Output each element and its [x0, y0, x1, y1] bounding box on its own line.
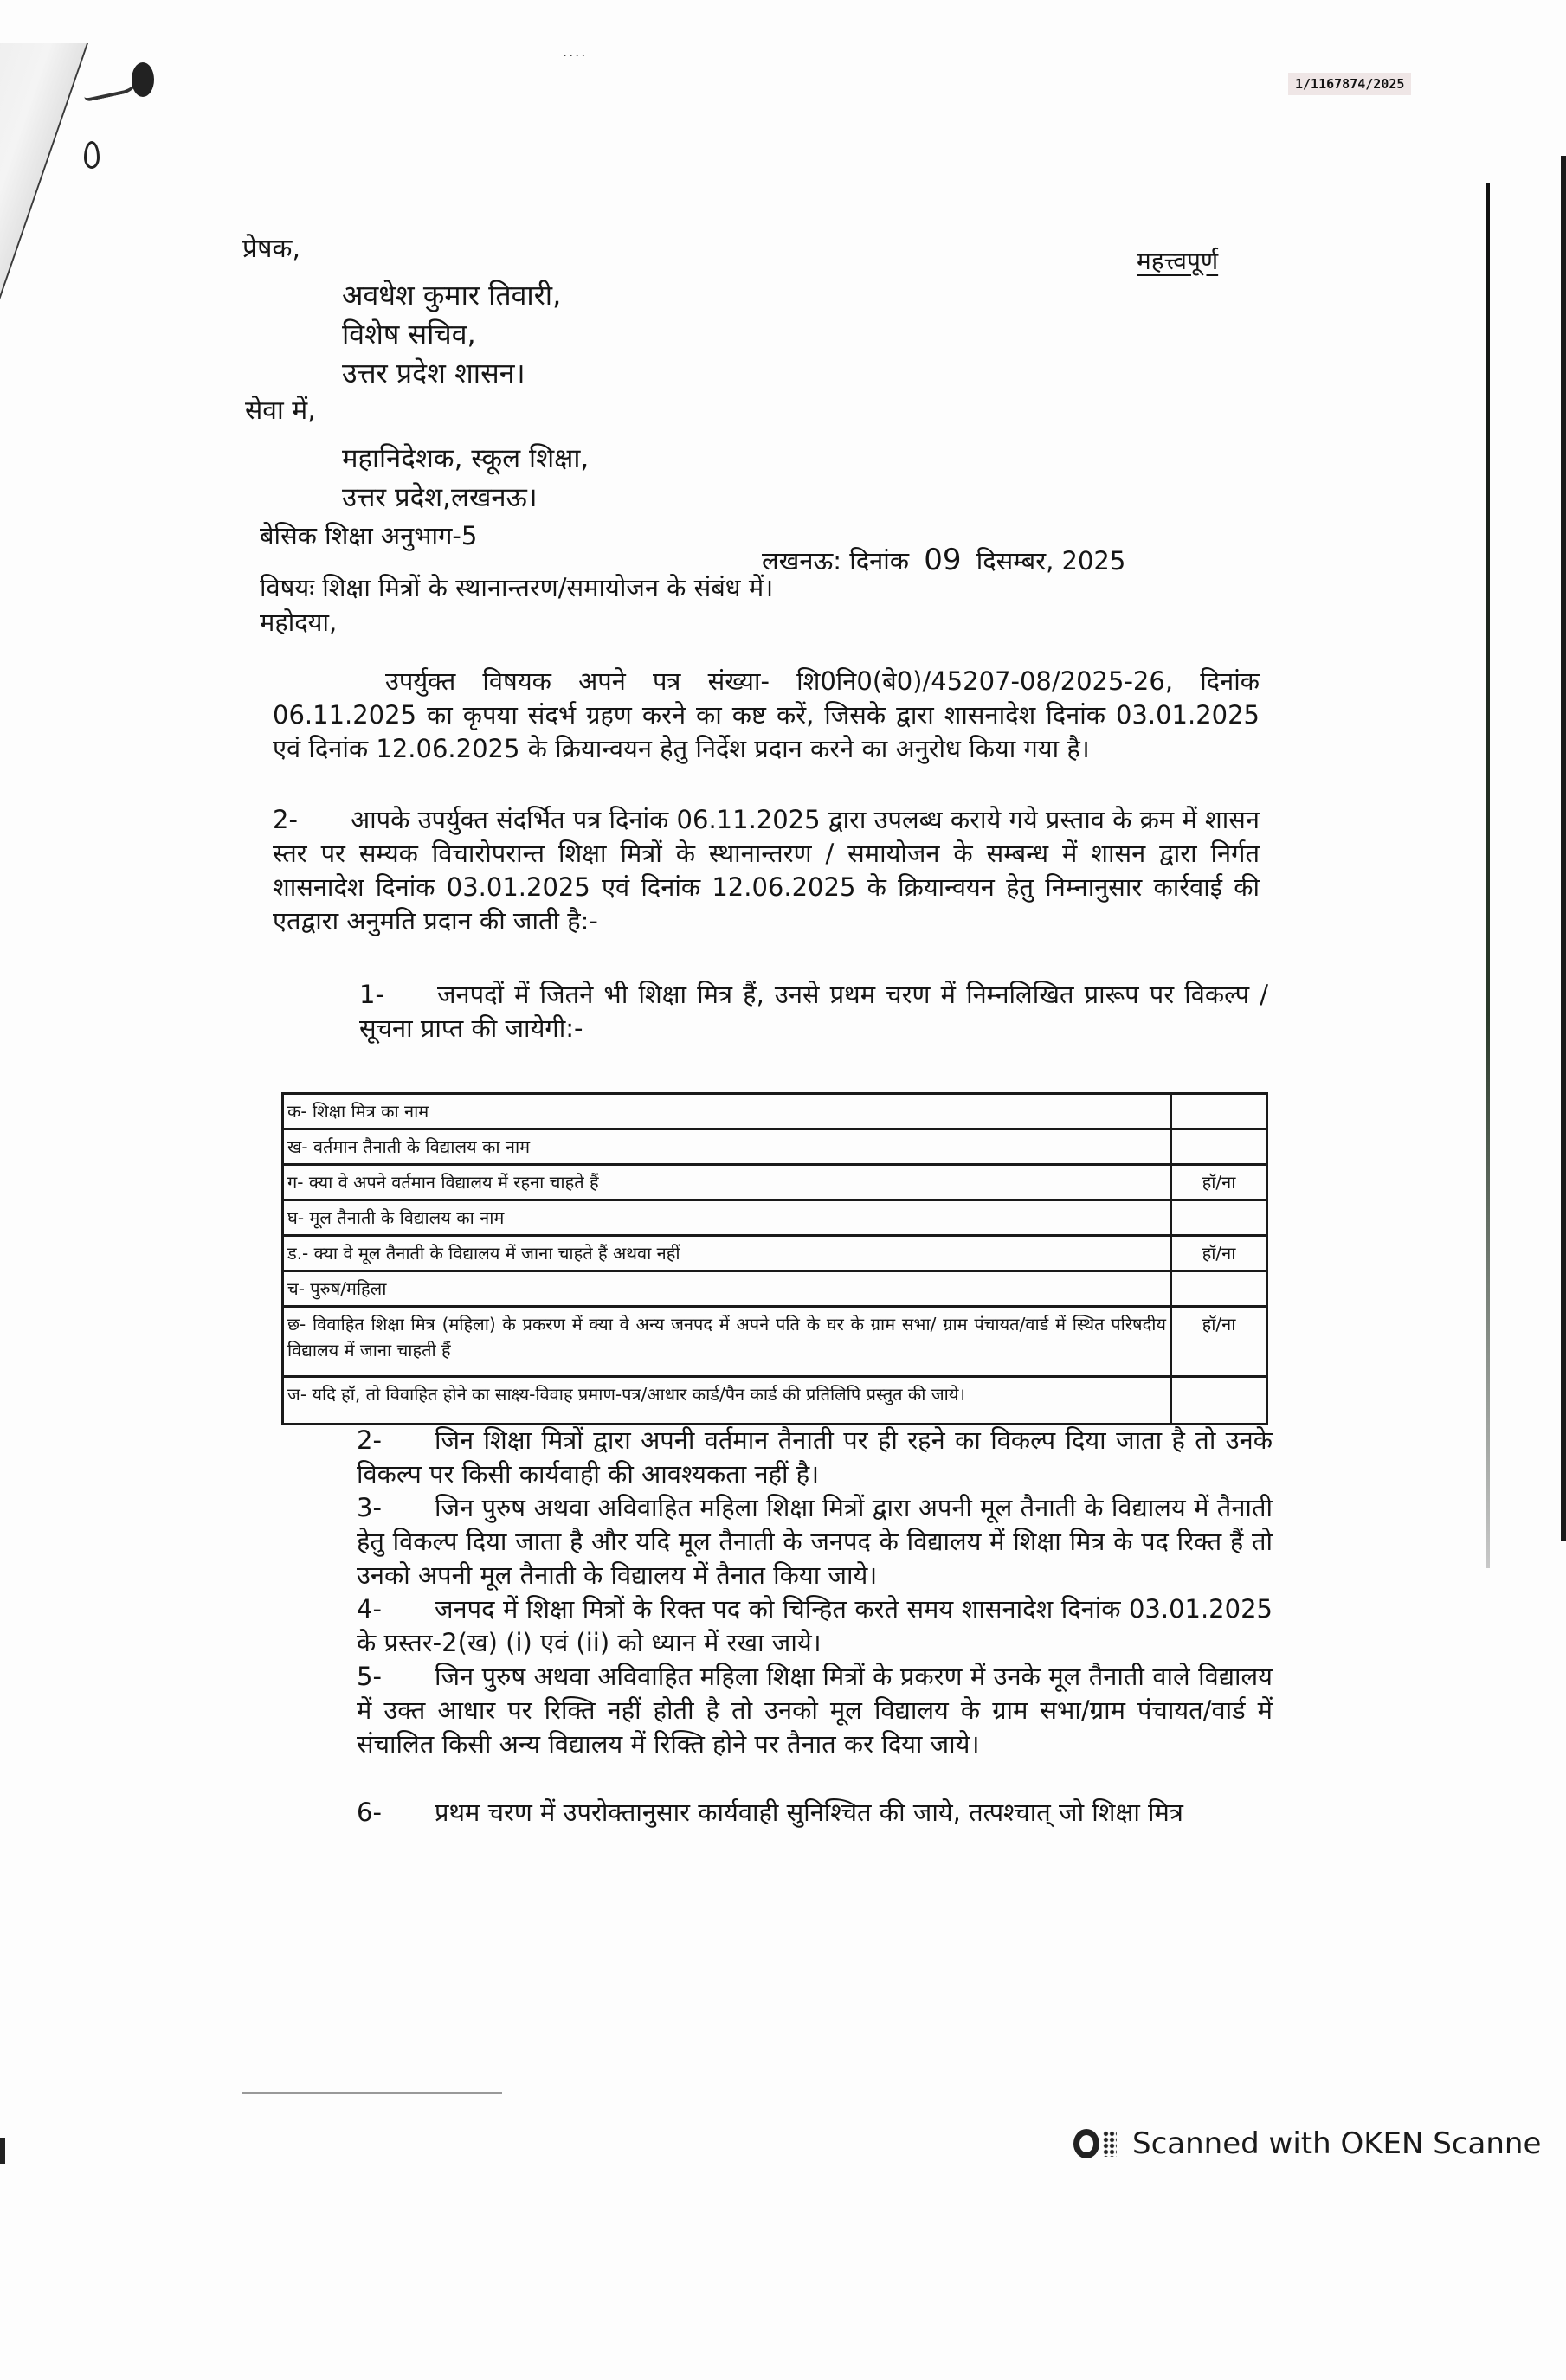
- sender-label: प्रेषक,: [242, 234, 300, 264]
- point-2: [357, 1424, 1273, 1491]
- paragraph-2-number: 2-: [273, 805, 298, 834]
- paragraph-2-text: आपके उपर्युक्त संदर्भित पत्र दिनांक 06.11.2025 द्वारा उपलब्ध कराये गये प्रस्ताव के क्रम में शासन स्तर पर सम्यक विचारोपरान्त शिक्षा मित्रों के स्थानान्तरण / समायोजन के सम्बन्ध में शासन द्वारा निर्गत शासनादेश दिनांक 03.01.2025 एवं दिनांक 12.06.2025 के क्रियान्वयन हेतु निम्नानुसार कार्रवाई की एतद्वारा अनुमति प्रदान की जाती है:-: [273, 805, 1260, 936]
- bottom-divider: [242, 2092, 502, 2094]
- form-field: ड.- क्या वे मूल तैनाती के विद्यालय में जाना चाहते हैं अथवा नहीं: [283, 1236, 1171, 1271]
- form-answer: हॉ/ना: [1171, 1165, 1267, 1200]
- top-marks: ....: [563, 43, 588, 60]
- form-field: ग- क्या वे अपने वर्तमान विद्यालय में रहना चाहते हैं: [283, 1165, 1171, 1200]
- point-6: [357, 1796, 1273, 1830]
- point-1-number: 1-: [359, 980, 384, 1009]
- table-row: [283, 1094, 1267, 1129]
- scanner-text: Scanned with OKEN Scanne: [1132, 2126, 1542, 2161]
- date-day: 09: [924, 543, 962, 577]
- date-month-year: दिसम्बर, 2025: [976, 546, 1126, 576]
- point-6-text: प्रथम चरण में उपरोक्तानुसार कार्यवाही सुनिश्चित की जाये, तत्पश्चात् जो शिक्षा मित्र: [435, 1798, 1183, 1827]
- form-answer: [1171, 1377, 1267, 1425]
- edge-mark: [0, 2138, 5, 2164]
- point-3-number: 3-: [357, 1493, 382, 1522]
- point-3: [357, 1491, 1273, 1592]
- point-4: [357, 1592, 1273, 1660]
- paragraph-2: [273, 803, 1260, 938]
- table-row: [283, 1165, 1267, 1200]
- point-2-text: जिन शिक्षा मित्रों द्वारा अपनी वर्तमान तैनाती पर ही रहने का विकल्प दिया जाता है तो उनके विकल्प पर किसी कार्यवाही की आवश्यकता नहीं है।: [357, 1425, 1273, 1489]
- salutation: महोदया,: [260, 608, 338, 637]
- scanner-watermark: [1073, 2126, 1541, 2161]
- oken-scanner-logo-icon: [1073, 2129, 1099, 2158]
- table-row: [283, 1236, 1267, 1271]
- point-6-number: 6-: [357, 1798, 382, 1827]
- table-row: [283, 1377, 1267, 1425]
- section-name: बेसिक शिक्षा अनुभाग-5: [260, 521, 478, 550]
- form-answer: [1171, 1200, 1267, 1236]
- form-answer: हॉ/ना: [1171, 1307, 1267, 1377]
- form-field: ज- यदि हॉ, तो विवाहित होने का साक्ष्य-विवाह प्रमाण-पत्र/आधार कार्ड/पैन कार्ड की प्रतिलिपि प्रस्तुत की जाये।: [283, 1377, 1171, 1425]
- point-1: [359, 978, 1268, 1045]
- point-2-number: 2-: [357, 1425, 382, 1455]
- reference-number: 1/1167874/2025: [1288, 73, 1411, 95]
- form-field: ख- वर्तमान तैनाती के विद्यालय का नाम: [283, 1129, 1171, 1165]
- form-field: छ- विवाहित शिक्षा मित्र (महिला) के प्रकरण में क्या वे अन्य जनपद में अपने पति के घर के ग्राम सभा/ ग्राम पंचायत/वार्ड में स्थित परिषदीय विद्यालय में जाना चाहती हैं: [283, 1307, 1171, 1377]
- sender-designation: विशेष सचिव,: [342, 318, 476, 351]
- ink-blot: [132, 62, 154, 97]
- point-4-number: 4-: [357, 1594, 382, 1624]
- point-3-text: जिन पुरुष अथवा अविवाहित महिला शिक्षा मित्रों द्वारा अपनी मूल तैनाती के विद्यालय में तैनाती हेतु विकल्प दिया जाता है और यदि मूल तैनाती के जनपद के विद्यालय में शिक्षा मित्र के पद रिक्त हैं तो उनको अपनी मूल तैनाती के विद्यालय में तैनात किया जाये।: [357, 1493, 1273, 1590]
- point-1-text: जनपदों में जितने भी शिक्षा मित्र हैं, उनसे प्रथम चरण में निम्नलिखित प्रारूप पर विकल्प / सूचना प्राप्त की जायेगी:-: [359, 980, 1268, 1043]
- scanner-dots-icon: [1103, 2131, 1117, 2157]
- point-5-text: जिन पुरुष अथवा अविवाहित महिला शिक्षा मित्रों के प्रकरण में उनके मूल तैनाती वाले विद्यालय में उक्त आधार पर रिक्ति नहीं होती है तो उनको मूल विद्यालय के ग्राम सभा/ग्राम पंचायत/वार्ड में संचालित किसी अन्य विद्यालय में रिक्ति होने पर तैनात कर दिया जाये।: [357, 1662, 1273, 1759]
- sender-office: उत्तर प्रदेश शासन।: [342, 357, 525, 389]
- intro-paragraph: उपर्युक्त विषयक अपने पत्र संख्या- शि0नि0(बे0)/45207-08/2025-26, दिनांक 06.11.2025 का कृपया संदर्भ ग्रहण करने का कष्ट करें, जिसके द्वारा शासनादेश दिनांक 03.01.2025 एवं दिनांक 12.06.2025 के क्रियान्वयन हेतु निर्देश प्रदान करने का अनुरोध किया गया है।: [273, 666, 1260, 763]
- form-answer: [1171, 1094, 1267, 1129]
- table-row: [283, 1307, 1267, 1377]
- importance-label: महत्त्वपूर्ण: [1137, 247, 1219, 275]
- subject-line: विषयः शिक्षा मित्रों के स्थानान्तरण/समायोजन के संबंध में।: [260, 573, 774, 602]
- form-field: क- शिक्षा मित्र का नाम: [283, 1094, 1171, 1129]
- table-row: [283, 1271, 1267, 1307]
- table-row: [283, 1200, 1267, 1236]
- recipient-designation: महानिदेशक, स्कूल शिक्षा,: [342, 443, 590, 474]
- point-5: [357, 1660, 1273, 1761]
- point-4-text: जनपद में शिक्षा मित्रों के रिक्त पद को चिन्हित करते समय शासनादेश दिनांक 03.01.2025 के प्रस्तर-2(ख) (i) एवं (ii) को ध्यान में रखा जाये।: [357, 1594, 1273, 1657]
- table-row: [283, 1129, 1267, 1165]
- margin-rule: [1486, 183, 1490, 1568]
- form-answer: [1171, 1271, 1267, 1307]
- form-field: च- पुरुष/महिला: [283, 1271, 1171, 1307]
- recipient-label: सेवा में,: [245, 396, 316, 426]
- information-form-table: [281, 1092, 1268, 1425]
- ink-drop: [84, 141, 100, 169]
- form-answer: [1171, 1129, 1267, 1165]
- recipient-office: उत्तर प्रदेश,लखनऊ।: [342, 482, 538, 513]
- form-field: घ- मूल तैनाती के विद्यालय का नाम: [283, 1200, 1171, 1236]
- page-fold-shadow: [0, 43, 88, 2380]
- point-5-number: 5-: [357, 1662, 382, 1691]
- place-date: [762, 541, 1125, 580]
- form-answer: हॉ/ना: [1171, 1236, 1267, 1271]
- page-edge: [1561, 156, 1566, 1541]
- sender-name: अवधेश कुमार तिवारी,: [342, 279, 562, 312]
- date-prefix: लखनऊ: दिनांक: [762, 546, 910, 576]
